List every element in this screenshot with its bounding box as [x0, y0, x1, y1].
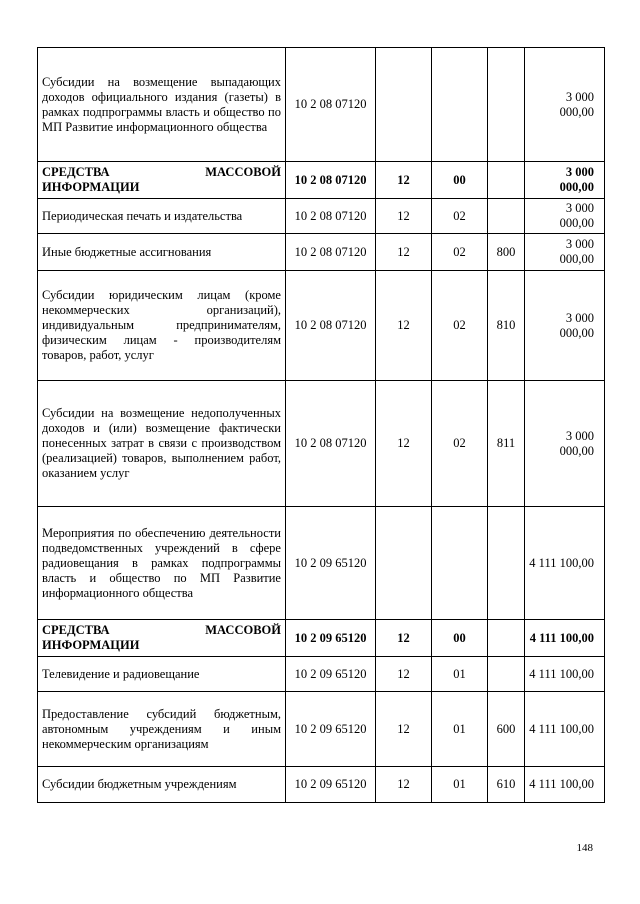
table-row: [38, 48, 605, 162]
row-expense-type: [488, 162, 525, 199]
table-row: [38, 620, 605, 657]
row-subsection: 02: [432, 381, 488, 507]
row-code: 10 2 08 07120: [286, 199, 376, 234]
row-code: 10 2 08 07120: [286, 271, 376, 381]
row-subsection: 00: [432, 620, 488, 657]
row-code: 10 2 09 65120: [286, 767, 376, 803]
row-section: 12: [376, 657, 432, 692]
row-amount: 3 000 000,00: [525, 271, 605, 381]
row-name: Субсидии юридическим лицам (кроме некоммерческих организаций), индивидуальным предпринимателям, физическим лицам - производителям товаров, работ, услуг: [38, 271, 286, 381]
row-subsection: [432, 507, 488, 620]
row-amount: 4 111 100,00: [525, 692, 605, 767]
row-subsection: 01: [432, 692, 488, 767]
row-name: Телевидение и радиовещание: [38, 657, 286, 692]
row-section: 12: [376, 767, 432, 803]
row-name: СРЕДСТВА МАССОВОЙ ИНФОРМАЦИИ: [38, 620, 286, 657]
row-code: 10 2 08 07120: [286, 48, 376, 162]
table-row: [38, 234, 605, 271]
row-subsection: 00: [432, 162, 488, 199]
row-name: Предоставление субсидий бюджетным, автономным учреждениям и иным некоммерческим организациям: [38, 692, 286, 767]
table-row: [38, 767, 605, 803]
row-code: 10 2 09 65120: [286, 507, 376, 620]
row-code: 10 2 09 65120: [286, 620, 376, 657]
row-name: Субсидии бюджетным учреждениям: [38, 767, 286, 803]
table-row: [38, 162, 605, 199]
row-code: 10 2 08 07120: [286, 162, 376, 199]
row-expense-type: 800: [488, 234, 525, 271]
row-section: 12: [376, 199, 432, 234]
row-name: Мероприятия по обеспечению деятельности подведомственных учреждений в сфере радиовещания в рамках подпрограммы власть и общество по МП Развитие информационного общества: [38, 507, 286, 620]
row-name: Субсидии на возмещение недополученных доходов и (или) возмещение фактически понесенных затрат в связи с производством (реализацией) товаров, выполнением работ, оказанием услуг: [38, 381, 286, 507]
table-row: [38, 199, 605, 234]
table-row: [38, 381, 605, 507]
table-row: [38, 692, 605, 767]
row-amount: 3 000 000,00: [525, 381, 605, 507]
row-amount: 3 000 000,00: [525, 199, 605, 234]
row-amount: 4 111 100,00: [525, 657, 605, 692]
row-name: Иные бюджетные ассигнования: [38, 234, 286, 271]
row-name: Субсидии на возмещение выпадающих доходов официального издания (газеты) в рамках подпрограммы власть и общество по МП Развитие информационного общества: [38, 48, 286, 162]
table-row: [38, 507, 605, 620]
row-expense-type: [488, 48, 525, 162]
row-subsection: 02: [432, 234, 488, 271]
row-section: [376, 48, 432, 162]
row-amount: 4 111 100,00: [525, 620, 605, 657]
row-code: 10 2 08 07120: [286, 381, 376, 507]
row-expense-type: [488, 620, 525, 657]
row-amount: 3 000 000,00: [525, 48, 605, 162]
row-subsection: 01: [432, 767, 488, 803]
budget-table: [37, 47, 605, 803]
page-number: 148: [576, 842, 593, 854]
row-section: 12: [376, 234, 432, 271]
row-code: 10 2 08 07120: [286, 234, 376, 271]
row-expense-type: 610: [488, 767, 525, 803]
row-section: [376, 507, 432, 620]
row-subsection: [432, 48, 488, 162]
table-row: [38, 271, 605, 381]
row-expense-type: [488, 657, 525, 692]
row-section: 12: [376, 620, 432, 657]
row-subsection: 01: [432, 657, 488, 692]
row-expense-type: 810: [488, 271, 525, 381]
row-code: 10 2 09 65120: [286, 657, 376, 692]
row-subsection: 02: [432, 271, 488, 381]
row-code: 10 2 09 65120: [286, 692, 376, 767]
row-name: Периодическая печать и издательства: [38, 199, 286, 234]
row-amount: 3 000 000,00: [525, 162, 605, 199]
row-expense-type: [488, 507, 525, 620]
row-amount: 4 111 100,00: [525, 507, 605, 620]
row-section: 12: [376, 162, 432, 199]
row-amount: 4 111 100,00: [525, 767, 605, 803]
row-expense-type: [488, 199, 525, 234]
row-expense-type: 600: [488, 692, 525, 767]
row-amount: 3 000 000,00: [525, 234, 605, 271]
row-expense-type: 811: [488, 381, 525, 507]
table-row: [38, 657, 605, 692]
row-section: 12: [376, 271, 432, 381]
row-name: СРЕДСТВА МАССОВОЙ ИНФОРМАЦИИ: [38, 162, 286, 199]
row-subsection: 02: [432, 199, 488, 234]
row-section: 12: [376, 692, 432, 767]
row-section: 12: [376, 381, 432, 507]
